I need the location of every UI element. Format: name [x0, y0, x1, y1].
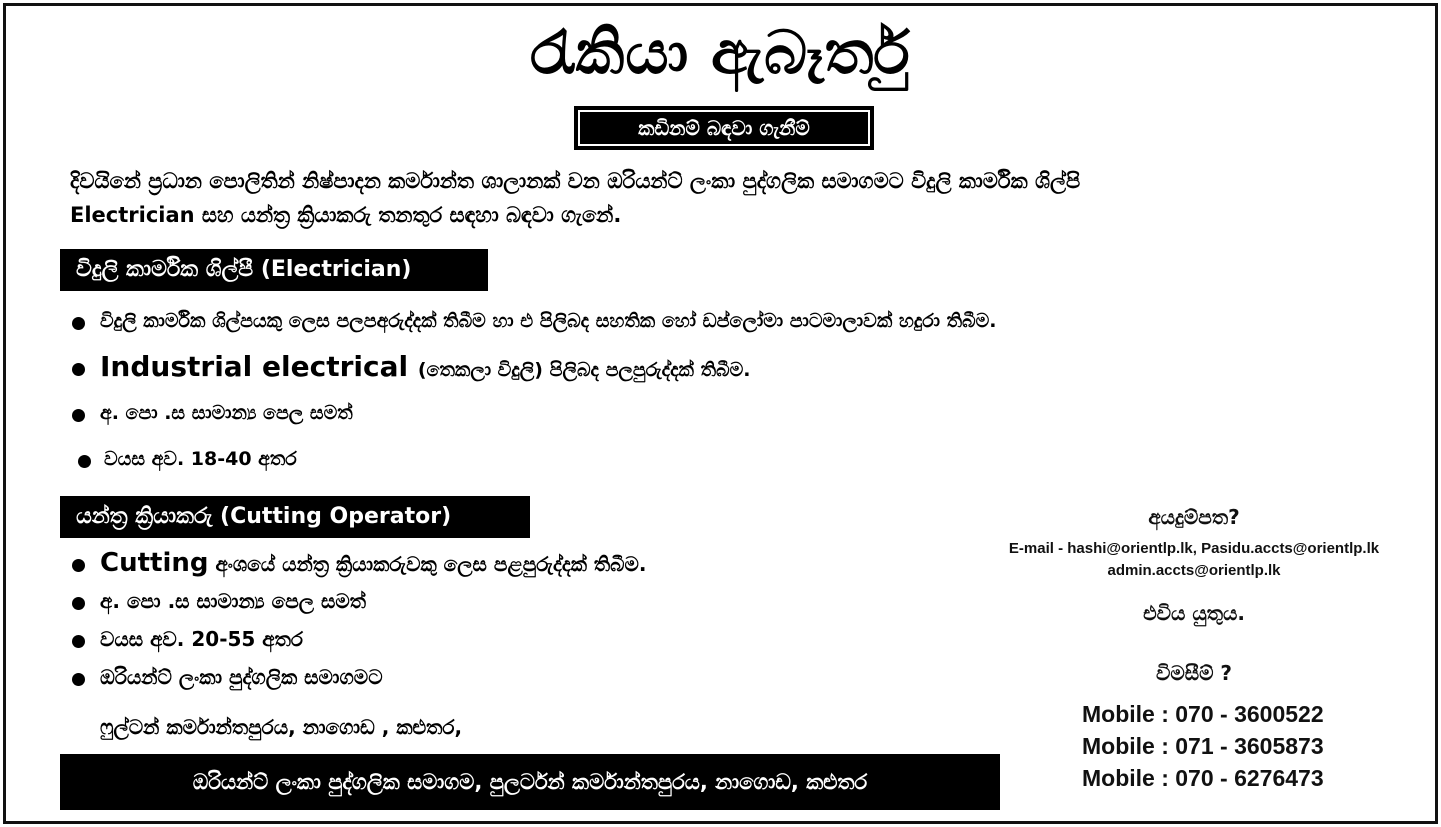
enquiries-heading: විමසීම් ? — [1155, 661, 1233, 685]
mobile-number: Mobile : 070 - 6276473 — [1082, 765, 1324, 791]
send-instruction: එවිය යුතුය. — [1143, 601, 1245, 625]
email-line-1: E-mail - hashi@orientlp.lk, Pasidu.accts@orientlp.lk — [1008, 540, 1380, 557]
email-line-2: admin.accts@orientlp.lk — [1107, 562, 1281, 579]
footer-address: ඔරියන්ට් ලංකා පුද්ගලික සමාගම, පුලර්ටන් කර්මාන්තපුරය, නාගොඩ, කළුතර — [192, 770, 868, 794]
list-item: විදුලි කාර්මික ශිල්පයකු ලෙස පලපඅරුද්දක් තිබීම හා එ පිලිබද සහතික හෝ ඩප්ලෝමා පාටමාලාවක් හදුරා තිබීම. — [68, 298, 997, 344]
list-item: අ. පො .ස සාමාන්‍ය පෙල සමත් — [68, 582, 646, 620]
bullet-icon — [72, 597, 85, 610]
intro-line-2: Electrician සහ යන්ත්‍ර ක්‍රියාකරු තනතුර සඳහා බඳවා ගැනේ. — [70, 203, 622, 227]
intro-line-1: දිවයිනේ ප්‍රධාන පොලිතින් නිෂ්පාදන කර්මාන්ත ශාලානක් වන ඔරියන්ට් ලංකා පුද්ගලික සමාගමට විදුලි කාර්මික ශිල්පි — [70, 169, 1081, 193]
electrician-requirements — [68, 298, 997, 482]
subtitle-box — [574, 106, 874, 150]
mobile-number: Mobile : 071 - 3605873 — [1082, 733, 1324, 759]
advertisement-frame — [3, 3, 1438, 824]
list-item: ඔරියන්ට් ලංකා පුද්ගලික සමාගමට — [68, 658, 646, 696]
mobile-number: Mobile : 070 - 3600522 — [1082, 701, 1324, 727]
subtitle-text: කඩිනම් බඳවා ගැනීම් — [638, 116, 810, 140]
list-item: වයස අව. 18-40 අතර — [68, 436, 997, 482]
address-line: ෆුල්ටන් කර්මාන්තපුරය, නාගොඩ , කළුතර, — [100, 715, 463, 739]
contact-column — [946, 500, 1441, 794]
bullet-icon — [72, 635, 85, 648]
list-item: අ. පො .ස සාමාන්‍ය පෙල සමත් — [68, 390, 997, 436]
apply-heading: අයදුම්පත? — [1148, 505, 1240, 529]
bullet-icon — [78, 455, 91, 468]
list-item: Cutting අංශයේ යන්ත්‍ර ක්‍රියාකරුවකු ලෙස පළපුරුද්දක් තිබීම. — [68, 544, 646, 582]
cutting-requirements — [68, 544, 646, 696]
mobile-numbers — [946, 698, 1441, 794]
intro-paragraph — [70, 164, 1390, 232]
section-electrician-label: විදුලි කාර්මික ශිල්පී (Electrician) — [60, 249, 488, 291]
bullet-icon — [72, 673, 85, 686]
list-item: වයස අව. 20-55 අතර — [68, 620, 646, 658]
list-item: Industrial electrical (තෙකලා විදුලි) පිලිබද පලපුරුද්දක් තිබීම. — [68, 344, 997, 390]
footer-address-bar — [60, 754, 1000, 810]
bullet-icon — [72, 409, 85, 422]
bullet-icon — [72, 317, 85, 330]
bullet-icon — [72, 363, 85, 376]
ad-title: රැකියා ඇබෑර්තු — [530, 18, 911, 88]
section-cutting-label: යන්ත්‍ර ක්‍රියාකරු (Cutting Operator) — [60, 496, 530, 538]
bullet-icon — [72, 559, 85, 572]
